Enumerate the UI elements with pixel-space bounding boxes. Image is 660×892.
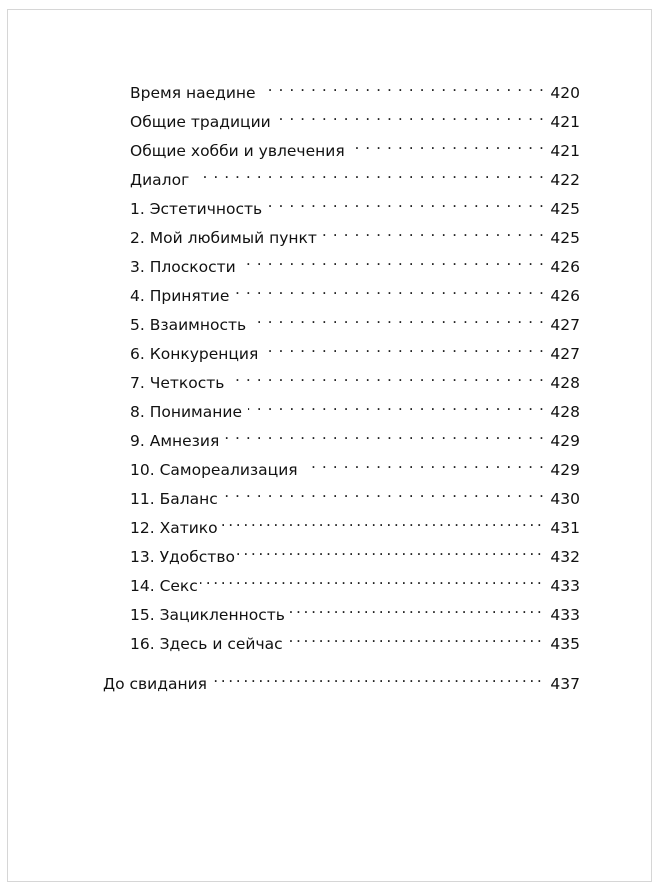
dot-leader [264, 335, 544, 359]
toc-entry-8[interactable] [130, 393, 580, 421]
toc-entry-page: 422 [550, 171, 580, 189]
toc-entry-12[interactable] [130, 509, 580, 537]
toc-entry-page: 433 [550, 606, 580, 624]
toc-entry-title: 2. Мой любимый пункт [130, 229, 317, 247]
toc-entry-page: 428 [550, 374, 580, 392]
toc-entry-title: 10. Самореализация [130, 461, 298, 479]
toc-entry-title: 9. Амнезия [130, 432, 220, 450]
toc-entry-page: 420 [550, 84, 580, 102]
toc-entry-page: 427 [550, 345, 580, 363]
toc-entry-title: 3. Плоскости [130, 258, 236, 276]
toc-entry-title: 14. Секс [130, 577, 198, 595]
dot-leader [209, 665, 544, 689]
dot-leader [195, 161, 544, 185]
toc-entry-title: До свидания [103, 675, 207, 693]
toc-entry-title: 13. Удобство [130, 548, 235, 566]
dot-leader [230, 364, 544, 388]
toc-entry-title: 1. Эстетичность [130, 200, 263, 218]
toc-entry-page: 433 [550, 577, 580, 595]
dot-leader [287, 596, 545, 620]
toc-entry-page: 431 [550, 519, 580, 537]
dot-leader [323, 219, 544, 243]
book-page [7, 9, 652, 882]
toc-entry-do-svidaniya[interactable] [103, 665, 580, 693]
toc-entry-page: 435 [550, 635, 580, 653]
toc-entry-title: 12. Хатико [130, 519, 218, 537]
dot-leader [224, 480, 545, 504]
toc-entry-15[interactable] [130, 596, 580, 624]
toc-entry-title: Общие хобби и увлечения [130, 142, 345, 160]
toc-entry-vremya-naedine[interactable] [130, 74, 580, 102]
toc-entry-page: 428 [550, 403, 580, 421]
toc-entry-2[interactable] [130, 219, 580, 247]
dot-leader [277, 103, 545, 127]
toc-entry-obshchie-traditsii[interactable] [130, 103, 580, 131]
dot-leader [252, 306, 544, 330]
dot-leader [235, 277, 544, 301]
toc-entry-page: 421 [550, 113, 580, 131]
table-of-contents [8, 10, 651, 881]
toc-entry-1[interactable] [130, 190, 580, 218]
toc-entry-page: 425 [550, 200, 580, 218]
toc-entry-page: 437 [550, 675, 580, 693]
dot-leader [268, 190, 544, 214]
toc-entry-page: 429 [550, 461, 580, 479]
toc-entry-page: 427 [550, 316, 580, 334]
toc-entry-5[interactable] [130, 306, 580, 334]
toc-entry-page: 421 [550, 142, 580, 160]
toc-entry-title: 7. Четкость [130, 374, 225, 392]
toc-entry-title: 11. Баланс [130, 490, 218, 508]
toc-entry-dialog[interactable] [130, 161, 580, 189]
toc-entry-page: 425 [550, 229, 580, 247]
toc-entry-page: 432 [550, 548, 580, 566]
toc-entry-page: 426 [550, 258, 580, 276]
dot-leader [225, 422, 544, 446]
toc-entry-7[interactable] [130, 364, 580, 392]
toc-entry-14[interactable] [130, 567, 580, 595]
toc-entry-title: 5. Взаимность [130, 316, 247, 334]
dot-leader [242, 248, 545, 272]
toc-entry-title: 16. Здесь и сейчас [130, 635, 283, 653]
toc-entry-obshchie-hobbi[interactable] [130, 132, 580, 160]
toc-entry-13[interactable] [130, 538, 580, 566]
toc-entry-title: Общие традиции [130, 113, 271, 131]
toc-entry-4[interactable] [130, 277, 580, 305]
toc-entry-title: Диалог [130, 171, 190, 189]
dot-leader [200, 567, 545, 591]
toc-entry-title: 6. Конкуренция [130, 345, 259, 363]
dot-leader [285, 625, 545, 649]
toc-entry-9[interactable] [130, 422, 580, 450]
toc-entry-6[interactable] [130, 335, 580, 363]
toc-entry-title: 4. Принятие [130, 287, 230, 305]
toc-entry-10[interactable] [130, 451, 580, 479]
toc-entry-page: 426 [550, 287, 580, 305]
toc-entry-title: 15. Зацикленность [130, 606, 285, 624]
dot-leader [248, 393, 544, 417]
toc-entry-3[interactable] [130, 248, 580, 276]
toc-entry-11[interactable] [130, 480, 580, 508]
toc-entry-title: Время наедине [130, 84, 256, 102]
toc-entry-title: 8. Понимание [130, 403, 242, 421]
toc-entry-16[interactable] [130, 625, 580, 653]
toc-entry-page: 429 [550, 432, 580, 450]
toc-entry-page: 430 [550, 490, 580, 508]
dot-leader [304, 451, 545, 475]
dot-leader [220, 509, 545, 533]
dot-leader [237, 538, 544, 562]
dot-leader [351, 132, 545, 156]
dot-leader [262, 74, 545, 98]
